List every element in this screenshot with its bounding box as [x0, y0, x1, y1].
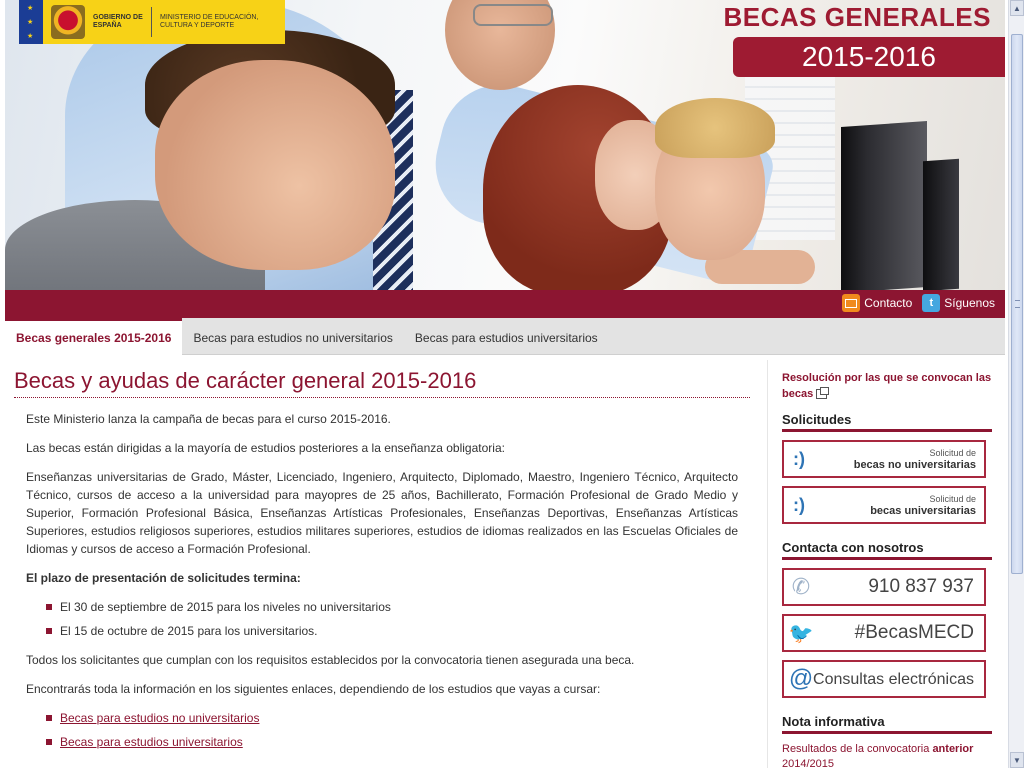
banner-year: 2015-2016 [733, 37, 1005, 77]
nota-text-c: 2014/2015 [782, 758, 834, 768]
ministry-text: MINISTERIO DE EDUCACIÓN, CULTURA Y DEPORTE [160, 14, 259, 29]
monitor-2 [923, 159, 959, 290]
mail-icon [842, 294, 860, 312]
links-list [46, 709, 738, 751]
sidebar [767, 360, 1005, 768]
nota-text-b: anterior [932, 743, 974, 755]
coat-of-arms-icon [51, 5, 85, 39]
deadline-list [46, 598, 738, 640]
nota-link[interactable] [782, 742, 992, 768]
tab-bar [5, 318, 1005, 355]
page-title: Becas y ayudas de carácter general 2015-2016 [14, 368, 750, 398]
list-item: El 15 de octubre de 2015 para los universitarios. [46, 622, 738, 640]
link-universitarios[interactable]: Becas para estudios universitarios [60, 735, 243, 749]
ministry-logo[interactable] [19, 0, 285, 44]
resolution-label: Resolución por las que se convocan las becas [782, 372, 992, 400]
phone-number: 910 837 937 [868, 576, 974, 597]
student-head [155, 60, 395, 270]
solicitud-universitarias-button[interactable] [782, 486, 986, 524]
contact-link[interactable] [842, 294, 912, 312]
phone-icon: ✆ [791, 574, 811, 599]
list-item: El 30 de septiembre de 2015 para los niveles no universitarios [46, 598, 738, 616]
tab-becas-generales[interactable]: Becas generales 2015-2016 [5, 318, 182, 355]
hero-banner [5, 0, 1005, 290]
sol1-big: becas no universitarias [853, 459, 976, 471]
twitter-icon: t [922, 294, 940, 312]
twitter-hashtag-button[interactable] [782, 614, 986, 652]
gov-text: GOBIERNO DE ESPAÑA [93, 14, 143, 29]
tab-universitarios[interactable]: Becas para estudios universitarios [414, 331, 598, 345]
scroll-up-icon[interactable]: ▲ [1010, 0, 1024, 16]
contact-heading: Contacta con nosotros [782, 540, 992, 560]
target-paragraph: Las becas están dirigidas a la mayoría de estudios posteriores a la enseñanza obligatoria: [26, 441, 505, 455]
sol1-small: Solicitud de [929, 448, 976, 458]
scroll-down-icon[interactable]: ▼ [1010, 752, 1024, 768]
contact-label: Contacto [864, 296, 913, 310]
twitter-bird-icon: 🐦 [788, 622, 814, 645]
sol2-small: Solicitud de [929, 494, 976, 504]
resolution-link[interactable] [782, 370, 992, 402]
external-link-icon [816, 389, 827, 399]
solicitud-no-universitarias-button[interactable] [782, 440, 986, 478]
vertical-scrollbar[interactable] [1008, 0, 1024, 768]
links-intro-paragraph: Encontrarás toda la información en los siguientes enlaces, dependiendo de los estudios que vayas a cursar: [26, 682, 601, 696]
monitor-1 [841, 121, 927, 290]
social-bar [5, 290, 1005, 318]
follow-label: Síguenos [944, 296, 995, 310]
teacher-glasses [473, 4, 553, 26]
hashtag-text: #BecasMECD [854, 622, 974, 643]
student-boy-hair [655, 98, 775, 158]
nota-heading: Nota informativa [782, 714, 992, 734]
link-no-universitarios[interactable]: Becas para estudios no universitarios [60, 711, 260, 725]
sol2-big: becas universitarias [870, 505, 976, 517]
deadline-title: El plazo de presentación de solicitudes termina: [26, 571, 301, 585]
tab-no-universitarios[interactable]: Becas para estudios no universitarios [193, 331, 393, 345]
at-icon: @ [788, 665, 814, 692]
follow-link[interactable] [922, 294, 995, 312]
smile-icon: :) [793, 494, 805, 515]
eu-flag-icon: ★ ★ ★ [19, 0, 43, 44]
consultas-button[interactable] [782, 660, 986, 698]
phone-button[interactable] [782, 568, 986, 606]
smile-icon: :) [793, 448, 805, 469]
nota-text-a: Resultados de la convocatoria [782, 743, 933, 755]
main-content [14, 368, 750, 762]
logo-divider [151, 7, 152, 37]
solicitudes-heading: Solicitudes [782, 412, 992, 432]
page-banner-title: BECAS GENERALES [723, 2, 991, 32]
consultas-text: Consultas electrónicas [813, 671, 974, 688]
intro-paragraph: Este Ministerio lanza la campaña de becas para el curso 2015-2016. [26, 412, 391, 426]
guarantee-paragraph: Todos los solicitantes que cumplan con los requisitos establecidos por la convocatoria tienen asegurada una beca. [26, 653, 635, 667]
studies-paragraph: Enseñanzas universitarias de Grado, Máster, Licenciado, Ingeniero, Arquitecto, Diplomado, Maestro, Ingeniero Técnico, Arquitecto Técnico, cursos de acceso a la universidad para mayopres de 25 años, Bachillerato, Formación Profesional de Grado Medio y Superior, Formación Profesional Básica, Enseñanzas Artísticas Profesionales, Enseñanzas Deportivas, Enseñanzas Artísticas Superiores, estudios religiosos superiores, estudios militares superiores, estudios de idiomas realizados en las Escuelas Oficiales de Idiomas y cursos de acceso a Formación Profesional. [26, 470, 738, 556]
scroll-thumb[interactable] [1011, 34, 1023, 574]
